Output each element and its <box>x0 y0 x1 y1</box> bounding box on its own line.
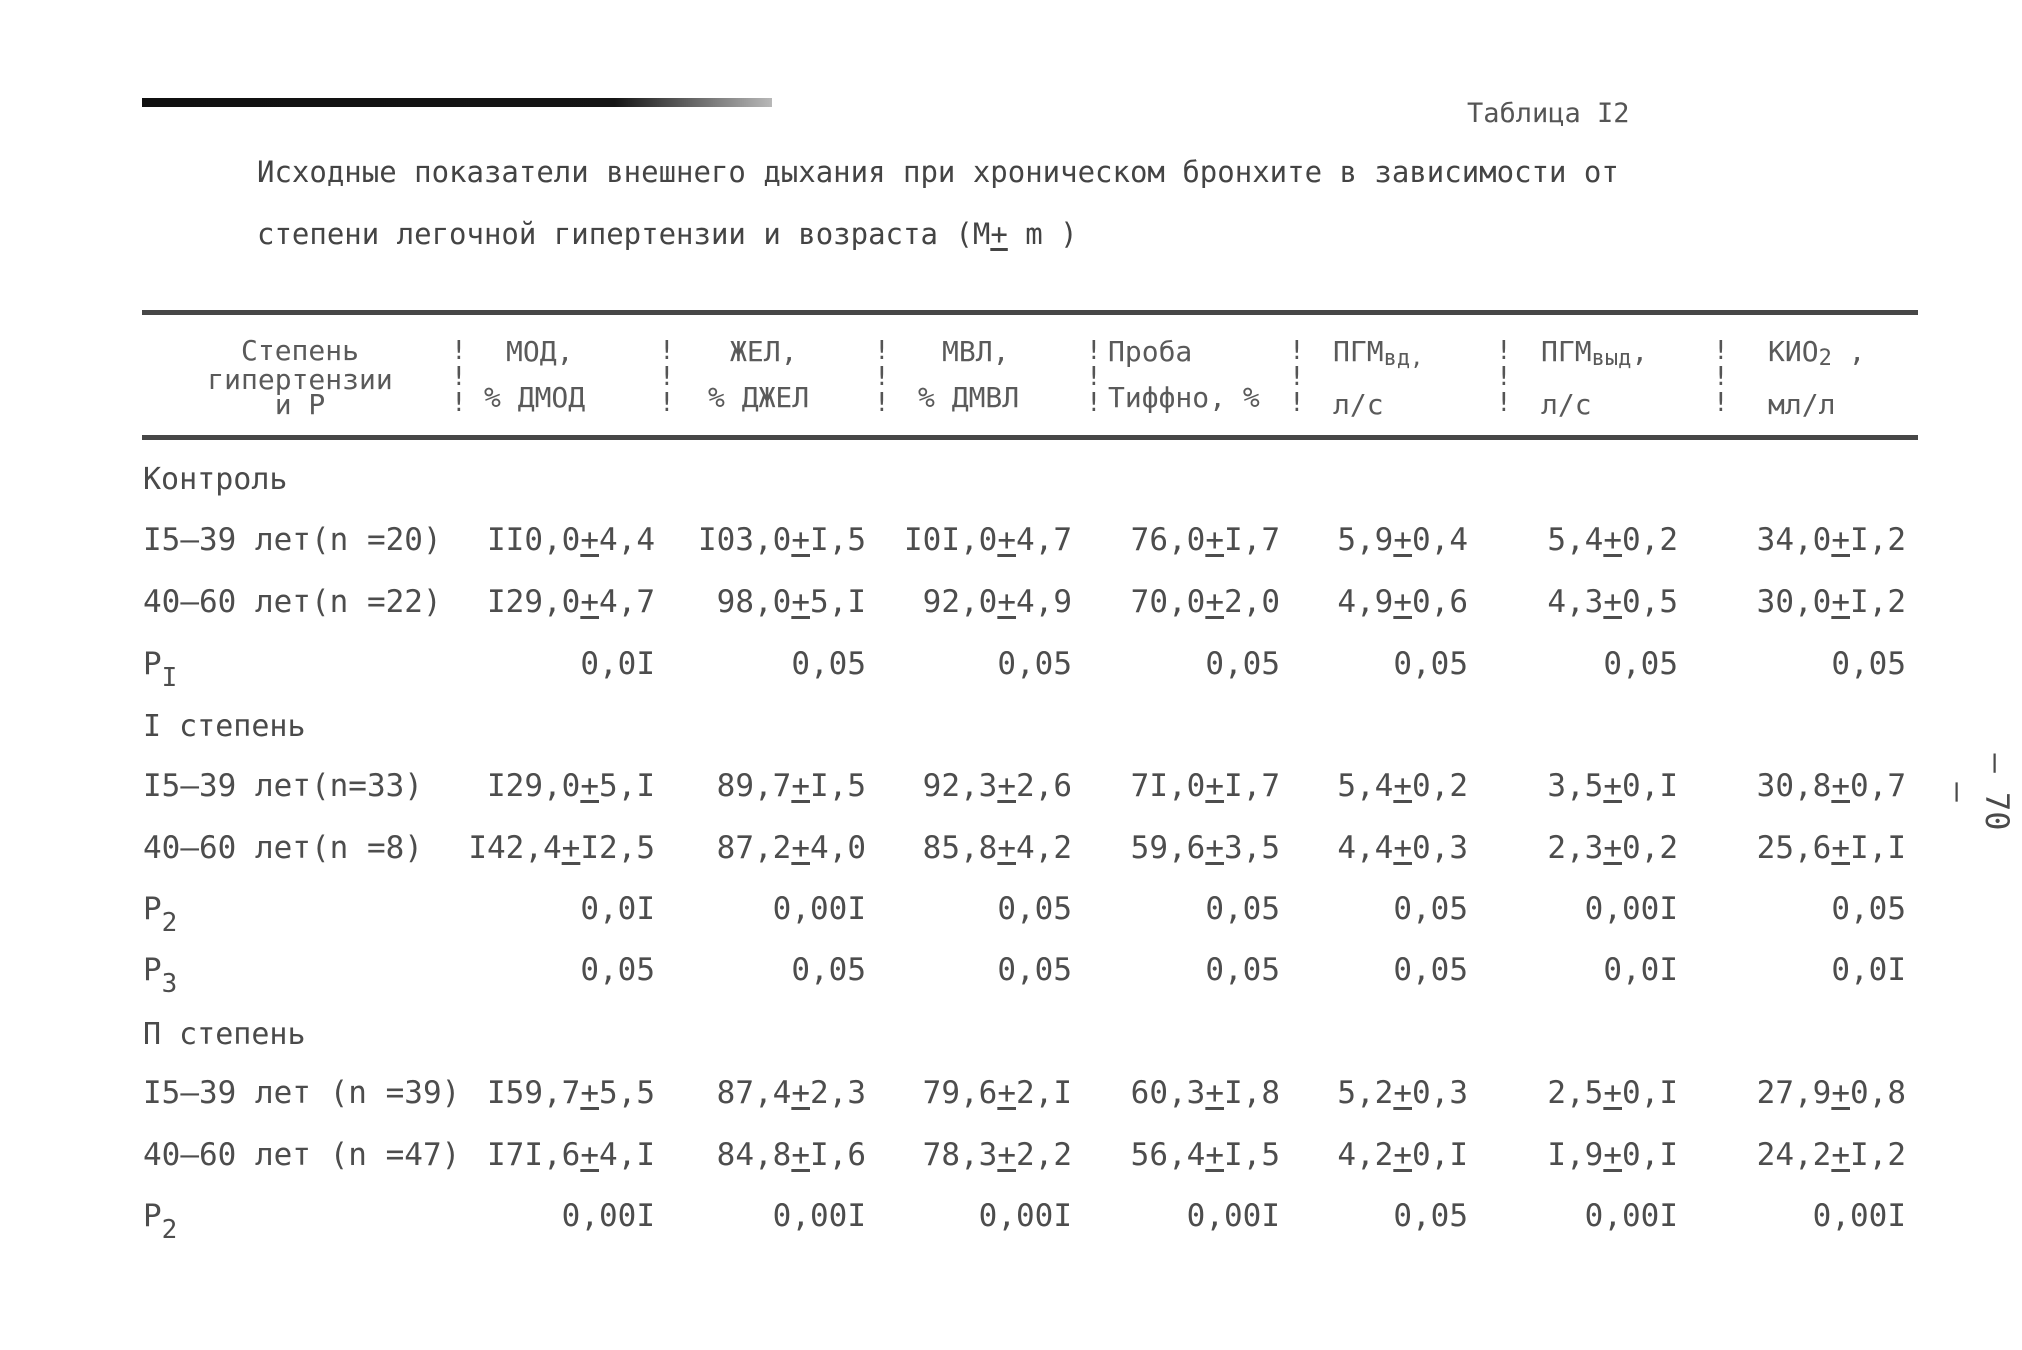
table-cell: 85,8+4,2 <box>922 830 1072 866</box>
header-degree <box>185 336 415 432</box>
header-top-rule <box>142 310 1918 315</box>
table-cell: 0,00I <box>1186 1198 1280 1234</box>
header-kio2-line-1 <box>1768 336 1908 375</box>
table-cell: 60,3+I,8 <box>1130 1075 1280 1111</box>
table-cell: II0,0+4,4 <box>487 522 655 558</box>
page-number-text: – 70 – <box>1940 753 2016 831</box>
header-pgm-vd-unit: л/с <box>1333 388 1384 421</box>
table-cell: 0,05 <box>1393 891 1468 927</box>
table-cell: 7I,0+I,7 <box>1130 768 1280 804</box>
table-cell: 0,05 <box>997 891 1072 927</box>
p-value-row <box>0 646 2022 696</box>
section-degree-1: I степень <box>143 709 306 744</box>
table-cell: 87,2+4,0 <box>716 830 866 866</box>
header-zhel <box>708 336 878 432</box>
table-cell: 25,6+I,I <box>1756 830 1906 866</box>
table-cell: 5,2+0,3 <box>1337 1075 1468 1111</box>
table-cell: 4,2+0,I <box>1337 1137 1468 1173</box>
table-cell: 92,0+4,9 <box>922 584 1072 620</box>
table-cell: 4,4+0,3 <box>1337 830 1468 866</box>
table-cell: 0,05 <box>997 646 1072 682</box>
header-pgm-vyd-line-1 <box>1541 336 1701 375</box>
column-separator: ! ! ! <box>1086 336 1102 418</box>
table-cell: 84,8+I,6 <box>716 1137 866 1173</box>
table-cell: 89,7+I,5 <box>716 768 866 804</box>
table-cell: 56,4+I,5 <box>1130 1137 1280 1173</box>
row-label: 40–60 лет (n =47) <box>143 1137 461 1173</box>
table-cell: 92,3+2,6 <box>922 768 1072 804</box>
table-cell: 0,05 <box>1831 646 1906 682</box>
header-pgm-vd-line-1 <box>1333 336 1493 375</box>
header-mvl <box>918 336 1088 432</box>
table-row <box>0 1075 2022 1125</box>
header-pgm-vd <box>1333 336 1493 432</box>
table-cell: 2,3+0,2 <box>1547 830 1678 866</box>
table-row <box>0 768 2022 818</box>
table-cell: 0,00I <box>561 1198 655 1234</box>
table-cell: 0,05 <box>1603 646 1678 682</box>
row-label: $P_I$ <box>143 646 178 693</box>
table-cell: 0,05 <box>1205 646 1280 682</box>
table-cell: 0,00I <box>772 891 866 927</box>
caption-plus-minus: + <box>990 217 1008 251</box>
column-separator: ! ! ! <box>1496 336 1512 418</box>
row-label: 40–60 лет(n =8) <box>143 830 423 866</box>
table-cell: 27,9+0,8 <box>1756 1075 1906 1111</box>
header-mod-line-2: % ДМОД <box>484 381 586 414</box>
table-cell: 30,8+0,7 <box>1756 768 1906 804</box>
row-label: $P_2$ <box>143 891 178 938</box>
header-mod-line-1: МОД, <box>506 335 574 368</box>
caption-m-end: m ) <box>1007 217 1078 251</box>
top-rule <box>142 98 772 107</box>
table-cell: 34,0+I,2 <box>1756 522 1906 558</box>
table-cell: 0,05 <box>1393 952 1468 988</box>
header-pgm-vyd <box>1541 336 1701 432</box>
table-row <box>0 522 2022 572</box>
table-cell: 0,0I <box>580 646 655 682</box>
row-label: I5–39 лет(n =20) <box>143 522 442 558</box>
column-separator: ! ! ! <box>1713 336 1729 418</box>
table-cell: 78,3+2,2 <box>922 1137 1072 1173</box>
table-cell: I03,0+I,5 <box>698 522 866 558</box>
table-cell: 0,00I <box>772 1198 866 1234</box>
section-degree-2: П степень <box>143 1017 306 1052</box>
header-mod <box>484 336 654 432</box>
table-cell: 0,00I <box>1584 1198 1678 1234</box>
table-cell: I29,0+4,7 <box>487 584 655 620</box>
p-value-row <box>0 1198 2022 1248</box>
header-zhel-line-2: % ДЖЕЛ <box>708 381 810 414</box>
row-label: I5–39 лет(n=33) <box>143 768 423 804</box>
row-label: $P_2$ <box>143 1198 178 1245</box>
table-cell: 3,5+0,I <box>1547 768 1678 804</box>
section-control: Контроль <box>143 462 288 497</box>
table-cell: 0,05 <box>997 952 1072 988</box>
table-cell: 5,4+0,2 <box>1337 768 1468 804</box>
table-cell: I7I,6+4,I <box>487 1137 655 1173</box>
table-cell: 4,9+0,6 <box>1337 584 1468 620</box>
caption-line-1: Исходные показатели внешнего дыхания при хроническом бронхите в зависимости от <box>257 155 1619 189</box>
header-pgm-vyd-unit: л/с <box>1541 388 1592 421</box>
table-cell: 0,05 <box>791 952 866 988</box>
header-kio2 <box>1768 336 1908 432</box>
table-cell: I59,7+5,5 <box>487 1075 655 1111</box>
table-cell: 2,5+0,I <box>1547 1075 1678 1111</box>
row-label: 40–60 лет(n =22) <box>143 584 442 620</box>
column-separator: ! ! ! <box>1289 336 1305 418</box>
header-kio2-main: КИО <box>1768 335 1819 368</box>
table-cell: I,9+0,I <box>1547 1137 1678 1173</box>
table-cell: 0,0I <box>1603 952 1678 988</box>
column-separator: ! ! ! <box>874 336 890 418</box>
caption-m-symbol: М <box>972 217 991 251</box>
table-cell: 0,05 <box>1831 891 1906 927</box>
p-value-row <box>0 952 2022 1002</box>
table-cell: 0,05 <box>1205 952 1280 988</box>
table-cell: 4,3+0,5 <box>1547 584 1678 620</box>
table-cell: 0,05 <box>1205 891 1280 927</box>
caption-text: степени легочной гипертензии и возраста ( <box>257 217 973 251</box>
header-kio2-unit: мл/л <box>1768 388 1836 421</box>
table-cell: 79,6+2,I <box>922 1075 1072 1111</box>
table-cell: 0,00I <box>978 1198 1072 1234</box>
header-pgm-vd-sub: вд, <box>1383 346 1424 371</box>
table-cell: 59,6+3,5 <box>1130 830 1280 866</box>
table-cell: 5,4+0,2 <box>1547 522 1678 558</box>
header-pgm-vyd-main: ПГМ <box>1541 335 1592 368</box>
table-cell: 87,4+2,3 <box>716 1075 866 1111</box>
page-number <box>1940 720 2016 831</box>
table-cell: 0,05 <box>1393 1198 1468 1234</box>
header-pgm-vd-main: ПГМ <box>1333 335 1384 368</box>
header-degree-line-2: гипертензии <box>207 363 393 396</box>
header-mvl-line-1: МВЛ, <box>942 335 1010 368</box>
table-cell: I29,0+5,I <box>487 768 655 804</box>
table-cell: 98,0+5,I <box>716 584 866 620</box>
table-cell: 0,00I <box>1584 891 1678 927</box>
table-cell: 0,05 <box>791 646 866 682</box>
table-cell: I0I,0+4,7 <box>904 522 1072 558</box>
table-cell: 0,00I <box>1812 1198 1906 1234</box>
table-cell: I42,4+I2,5 <box>468 830 655 866</box>
header-bottom-rule <box>142 435 1918 440</box>
table-row <box>0 1137 2022 1187</box>
row-label: $P_3$ <box>143 952 178 999</box>
header-pgm-vyd-comma: , <box>1631 335 1649 368</box>
table-cell: 76,0+I,7 <box>1130 522 1280 558</box>
table-cell: 30,0+I,2 <box>1756 584 1906 620</box>
column-separator: ! ! ! <box>451 336 467 418</box>
header-pgm-vyd-sub: выд <box>1591 346 1632 371</box>
table-cell: 0,05 <box>1393 646 1468 682</box>
table-cell: 5,9+0,4 <box>1337 522 1468 558</box>
header-tiffno-line-1: Проба <box>1108 335 1193 368</box>
table-cell: 0,0I <box>580 891 655 927</box>
table-cell: 0,0I <box>1831 952 1906 988</box>
header-degree-line-1: Степень <box>240 334 359 367</box>
header-tiffno <box>1108 336 1298 432</box>
header-kio2-comma: , <box>1831 335 1866 368</box>
p-value-row <box>0 891 2022 941</box>
header-zhel-line-1: ЖЕЛ, <box>730 335 798 368</box>
table-row <box>0 830 2022 880</box>
table-label: Таблица I2 <box>1467 98 1630 129</box>
row-label: I5–39 лет (n =39) <box>143 1075 461 1111</box>
header-kio2-sub: 2 <box>1818 346 1832 371</box>
table-row <box>0 584 2022 634</box>
table-cell: 70,0+2,0 <box>1130 584 1280 620</box>
header-mvl-line-2: % ДМВЛ <box>918 381 1020 414</box>
caption-line-2 <box>257 212 1817 256</box>
column-separator: ! ! ! <box>659 336 675 418</box>
table-cell: 0,05 <box>580 952 655 988</box>
header-degree-line-3: и Р <box>274 388 326 421</box>
header-tiffno-line-2: Тиффно, % <box>1108 381 1260 414</box>
table-cell: 24,2+I,2 <box>1756 1137 1906 1173</box>
